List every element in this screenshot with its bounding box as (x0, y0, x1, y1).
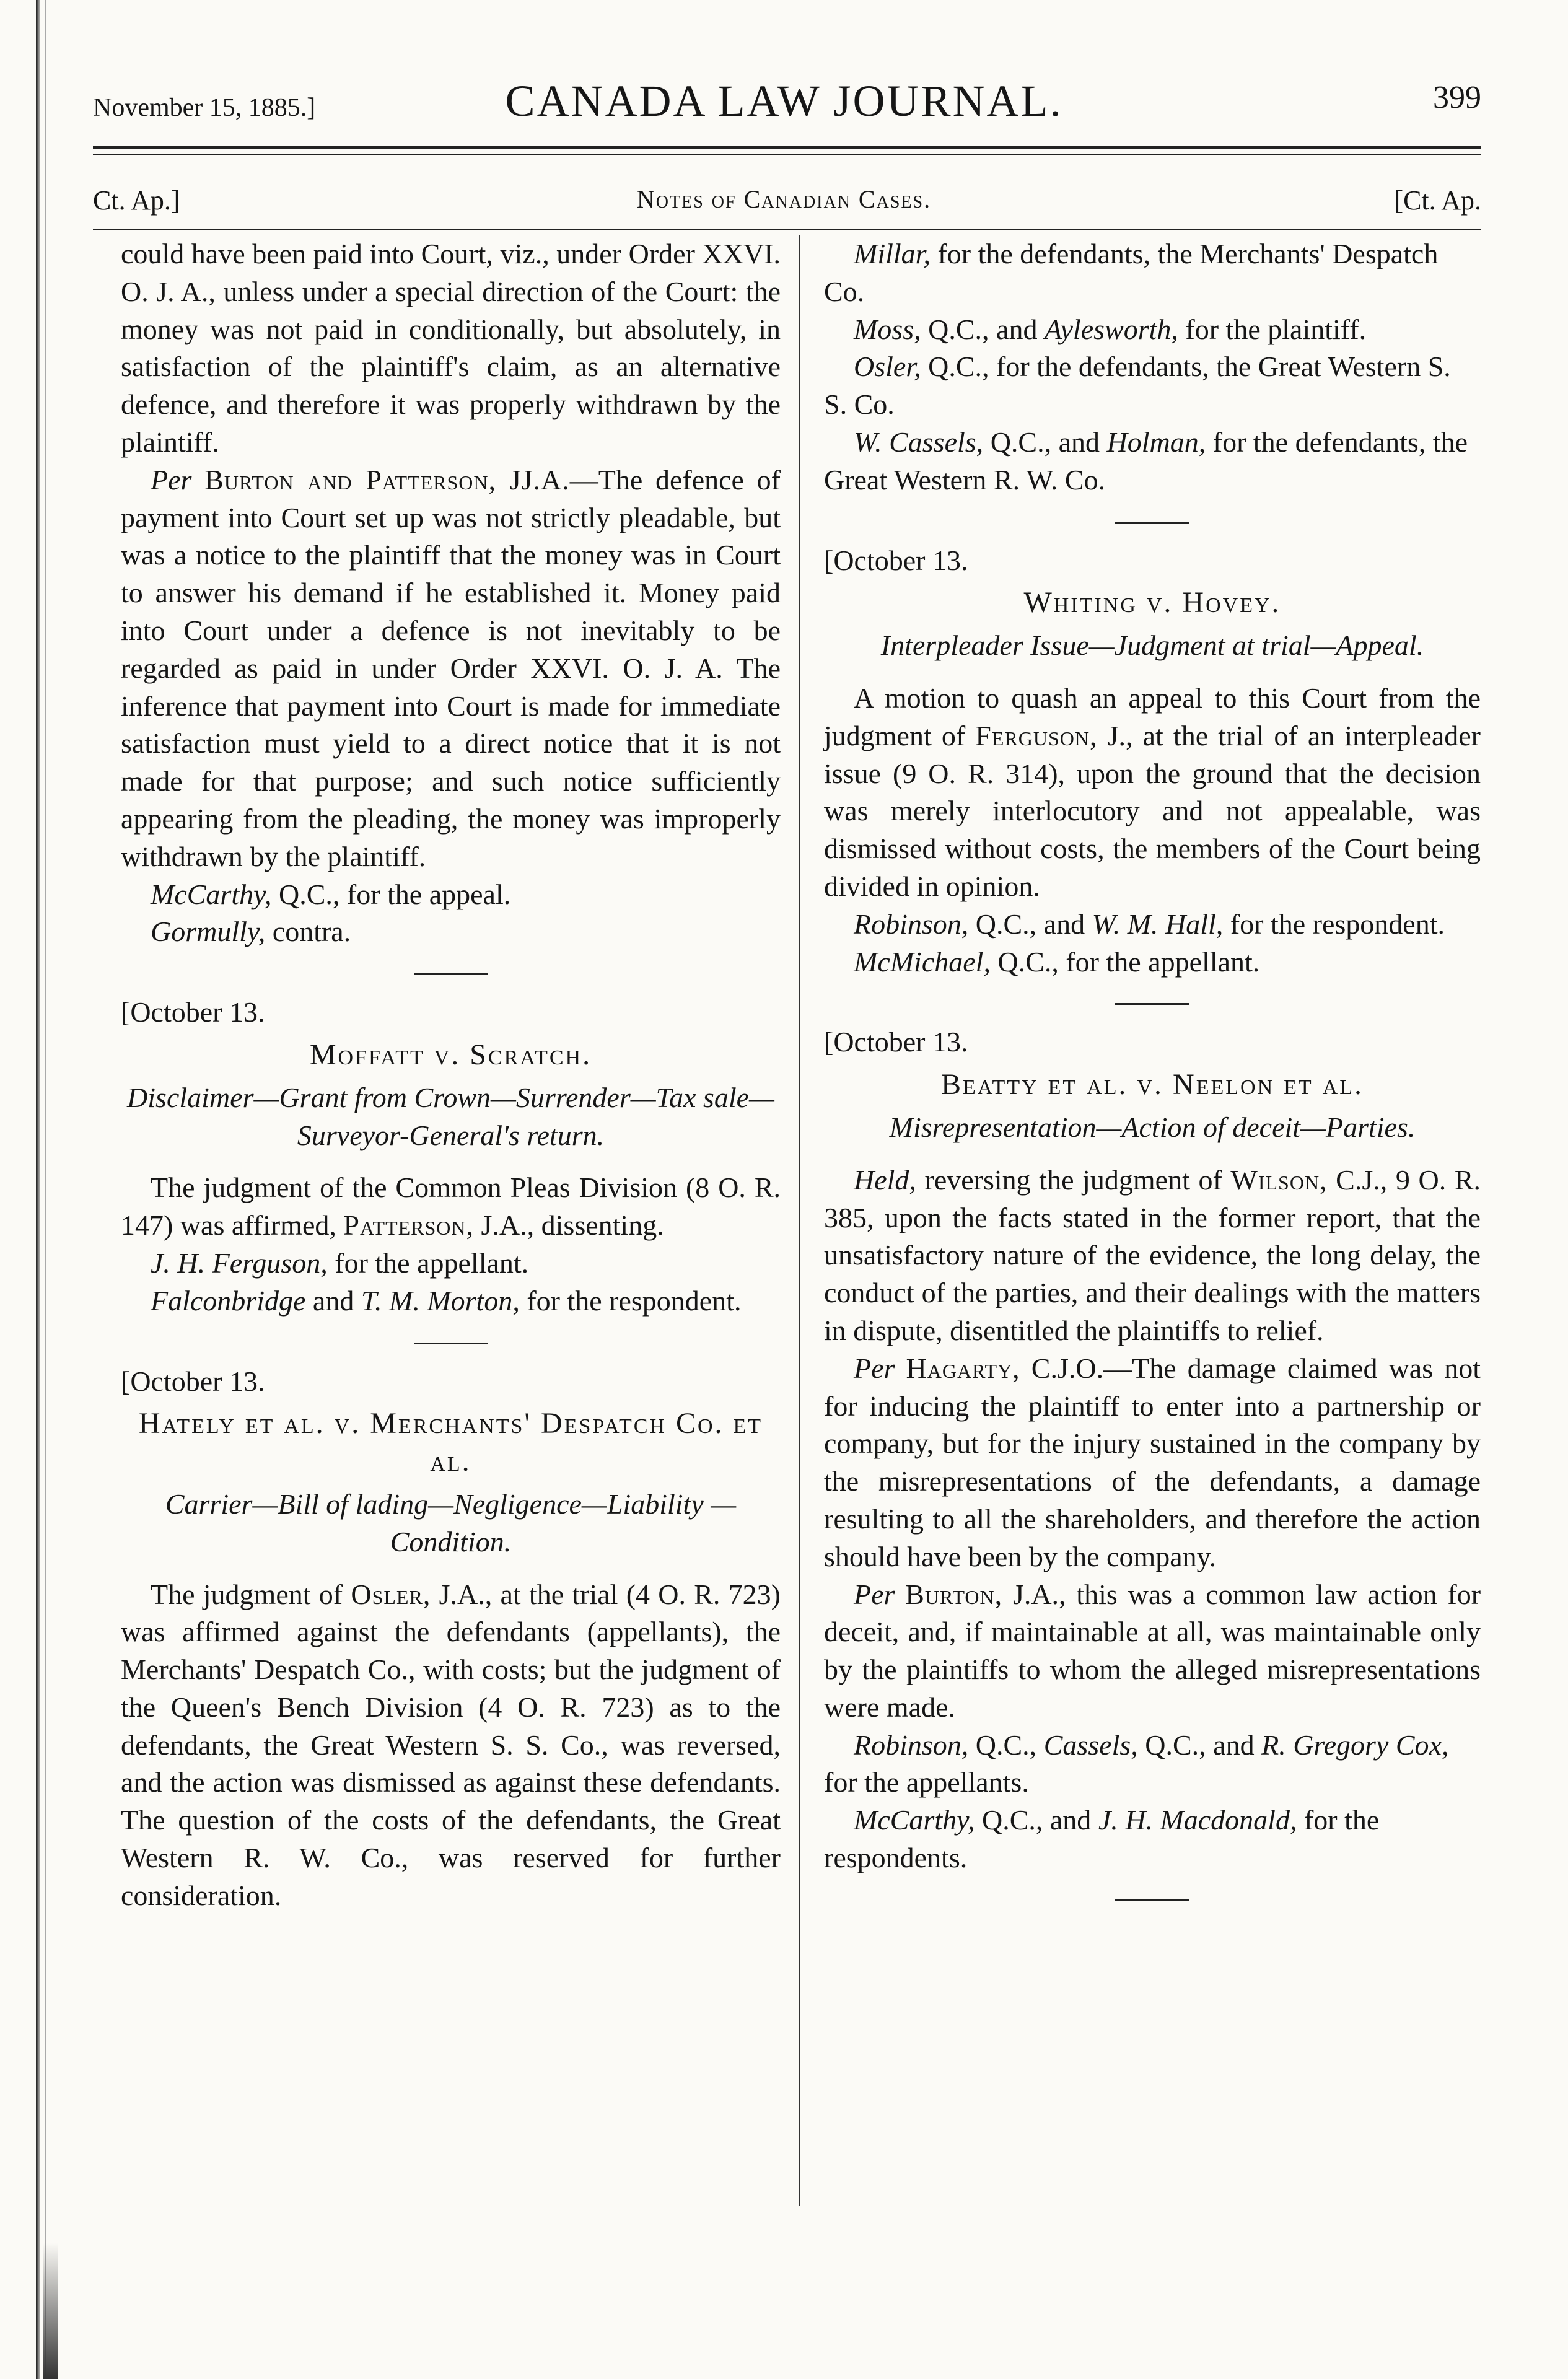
court-label-left: Ct. Ap.] (93, 185, 180, 216)
issue-date: November 15, 1885.] (93, 94, 316, 122)
judge-name: Hagarty, (906, 1352, 1020, 1384)
counsel-line: McCarthy, Q.C., and J. H. Macdonald, for the respondents. (824, 1804, 1380, 1874)
case-separator (1115, 1003, 1189, 1005)
binding-edge (36, 0, 40, 2379)
case-separator (1115, 522, 1189, 524)
case-date: [October 13. (824, 544, 968, 576)
paragraph: could have been paid into Court, viz., under Order XXVI. O. J. A., unless under a special direction of the Court: the money was not paid in conditionally, but absolutely, in satisfaction of the plaintiff's claim, as an alternative defence, and therefore it was properly withdrawn by the plaintiff. (121, 238, 781, 458)
case-date: [October 13. (121, 996, 265, 1028)
margin-mark (43, 2243, 58, 2379)
case-title: Beatty et al. v. Neelon et al. (940, 1068, 1364, 1102)
paragraph: Per Burton and Patterson, JJ.A.—The defence of payment into Court set up was not strictly pleadable, but was a notice to the plaintiff that the money was in Court to answer his demand if he established it. Money paid into Court under a defence is not inevitably to be regarded as paid in under Order XXVI. O. J. A. The inference that payment into Court is made for immediate satisfaction must yield to a direct notice that it is not made for that purpose; and such notice sufficiently appearing from the pleading, the money was improperly withdrawn by the plaintiff. (121, 463, 781, 872)
page-number: 399 (1433, 80, 1481, 115)
judge-name: Burton, (905, 1578, 1003, 1610)
right-column (824, 235, 1481, 1920)
paragraph: Per Hagarty, C.J.O.—The damage claimed was not for inducing the plaintiff to enter into a partnership or company, but for the injury sustained in the company by the misrepresentations of the defendants, a damage resulting to all the shareholders, and therefore the action should have been by the company. (824, 1352, 1481, 1572)
counsel-line: Falconbridge and T. M. Morton, for the respondent. (151, 1284, 742, 1317)
section-title: Notes of Canadian Cases. (636, 185, 932, 213)
paragraph: Per Burton, J.A., this was a common law action for deceit, and, if maintainable at all, was maintainable only by the plaintiffs to whom the alleged misrepresentations were made. (824, 1578, 1481, 1723)
paragraph: A motion to quash an appeal to this Court from the judgment of Ferguson, J., at the trial of an interpleader issue (9 O. R. 314), upon the ground that the decision was merely interlocutory and not appealable, was dismissed without costs, the members of the Court being divided in opinion. (824, 681, 1481, 902)
section-rule (93, 229, 1481, 230)
counsel-line: J. H. Ferguson, for the appellant. (151, 1246, 529, 1279)
paragraph: Held, reversing the judgment of Wilson, C.J., 9 O. R. 385, upon the facts stated in the former report, that the unsatisfactory nature of the evidence, the long delay, the conduct of the parties, and their dealings with the matters in dispute, disentitled the plaintiffs to relief. (824, 1163, 1481, 1346)
case-topic: Disclaimer—Grant from Crown—Surrender—Tax sale—Surveyor-General's return. (127, 1081, 774, 1151)
header-rule (93, 146, 1481, 149)
case-title: Whiting v. Hovey. (1023, 586, 1281, 620)
case-separator (414, 973, 488, 975)
court-label-right: [Ct. Ap. (1394, 185, 1481, 216)
case-separator (1115, 1899, 1189, 1901)
counsel-line: W. Cassels, Q.C., and Holman, for the defendants, the Great Western R. W. Co. (824, 426, 1468, 496)
counsel-line: Robinson, Q.C., and W. M. Hall, for the respondent. (854, 908, 1445, 940)
counsel-line: Osler, Q.C., for the defendants, the Great Western S. S. Co. (824, 351, 1451, 421)
case-topic: Misrepresentation—Action of deceit—Parties. (889, 1111, 1416, 1143)
case-date: [October 13. (121, 1365, 265, 1397)
column-divider (799, 235, 800, 2206)
left-column (121, 235, 781, 1915)
case-title: Hately et al. v. Merchants' Despatch Co. et al. (138, 1407, 763, 1478)
paragraph: The judgment of Osler, J.A., at the trial (4 O. R. 723) was affirmed against the defendants (appellants), the Merchants' Despatch Co., with costs; but the judgment of the Queen's Bench Division (4 O. R. 723) as to the defendants, the Great Western S. S. Co., was reversed, and the action was dismissed as against these defendants. The question of the costs of the defendants, the Great Western R. W. Co., was reserved for further consideration. (121, 1578, 781, 1911)
counsel-line: Robinson, Q.C., Cassels, Q.C., and R. Gregory Cox, for the appellants. (824, 1728, 1449, 1798)
judge-name: Ferguson, (975, 719, 1098, 751)
case-separator (414, 1343, 488, 1344)
binding-line (45, 0, 46, 2379)
judge-name: Patterson, (343, 1209, 475, 1242)
counsel-line: McMichael, Q.C., for the appellant. (854, 945, 1260, 978)
counsel-line: McCarthy, Q.C., for the appeal. (151, 878, 511, 910)
case-date: [October 13. (824, 1026, 968, 1058)
case-topic: Carrier—Bill of lading—Negligence—Liability —Condition. (165, 1487, 737, 1558)
counsel-line: Moss, Q.C., and Aylesworth, for the plaintiff. (854, 313, 1367, 345)
case-title: Moffatt v. Scratch. (309, 1038, 592, 1071)
judge-name: Burton and Patterson, JJ.A. (204, 463, 570, 496)
judge-name: Wilson, (1230, 1163, 1328, 1196)
case-topic: Interpleader Issue—Judgment at trial—Appeal. (880, 629, 1424, 662)
judge-name: Osler, (351, 1578, 431, 1610)
counsel-line: Gormully, contra. (151, 916, 351, 948)
paragraph: The judgment of the Common Pleas Division (8 O. R. 147) was affirmed, Patterson, J.A., dissenting. (121, 1172, 781, 1242)
journal-title: CANADA LAW JOURNAL. (505, 76, 1063, 126)
counsel-line: Millar, for the defendants, the Merchants' Despatch Co. (824, 238, 1439, 307)
header-rule-thin (93, 154, 1481, 155)
